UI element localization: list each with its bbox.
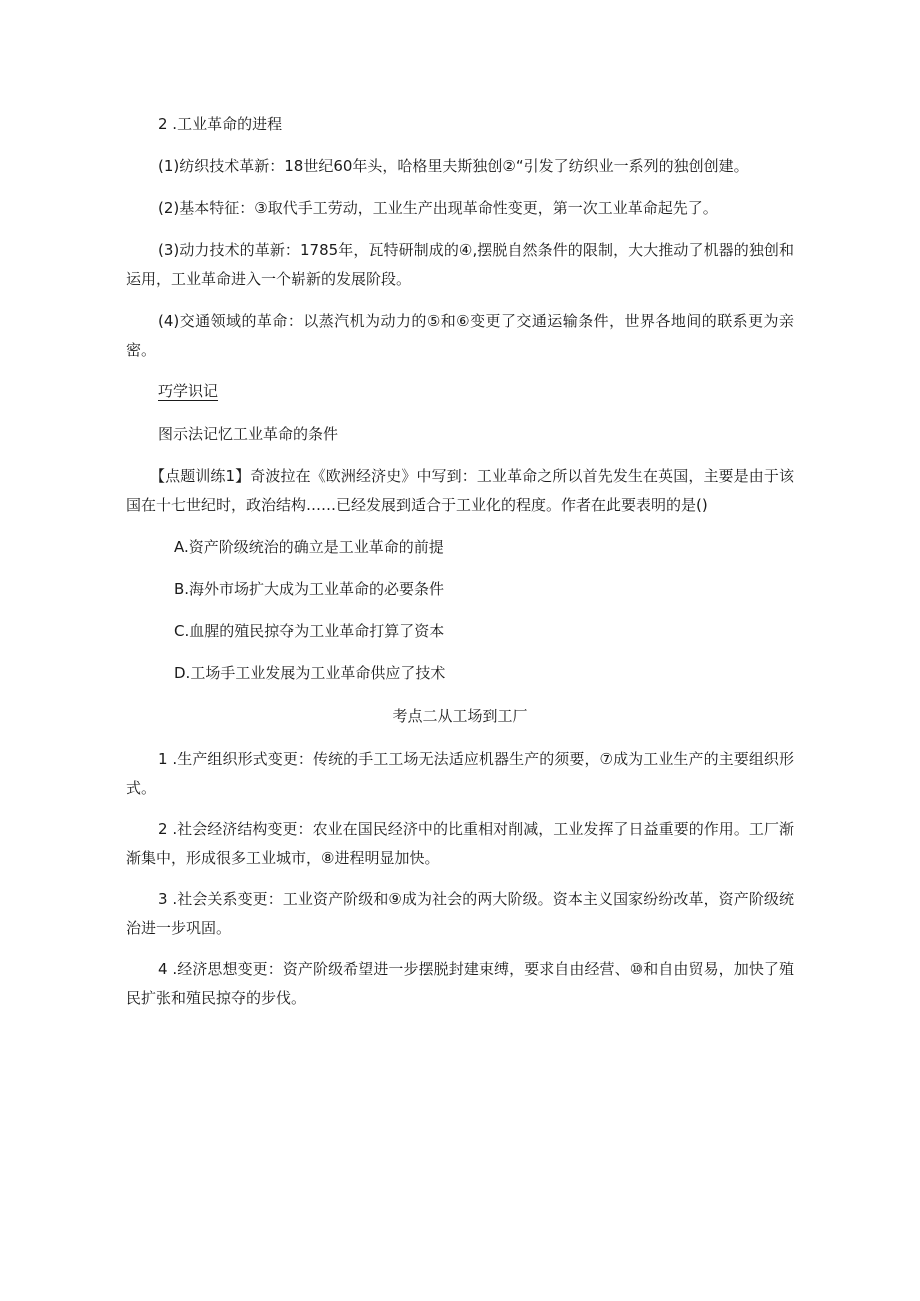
part-two-title: 考点二从工场到工厂 — [392, 707, 528, 725]
memo-heading-wrap — [126, 377, 794, 406]
list-item: (3)动力技术的革新：1785年，瓦特研制成的④,摆脱自然条件的限制，大大推动了机器的独创和运用，工业革命进入一个崭新的发展阶段。 — [126, 241, 794, 288]
section-title: 2 .工业革命的进程 — [158, 115, 283, 133]
list-item: (1)纺织技术革新：18世纪60年头，哈格里夫斯独创②“引发了纺织业一系列的独创创建。 — [158, 157, 749, 175]
option-b: B.海外市场扩大成为工业革命的必要条件 — [174, 580, 445, 598]
memo-text: 图示法记忆工业革命的条件 — [158, 425, 339, 443]
part-two-item: 4 .经济思想变更：资产阶级希望进一步摆脱封建束缚，要求自由经营、⑩和自由贸易，加快了殖民扩张和殖民掠夺的步伐。 — [126, 960, 794, 1007]
list-item: (2)基本特征：③取代手工劳动，工业生产出现革命性变更，第一次工业革命起先了。 — [158, 199, 718, 217]
memo-heading: 巧学识记 — [158, 382, 219, 400]
list-item: (4)交通领域的革命：以蒸汽机为动力的⑤和⑥变更了交通运输条件，世界各地间的联系更为亲密。 — [126, 312, 794, 359]
part-two-item: 2 .社会经济结构变更：农业在国民经济中的比重相对削减，工业发挥了日益重要的作用。工厂渐渐集中，形成很多工业城市，⑧进程明显加快。 — [126, 820, 794, 867]
part-two-item: 3 .社会关系变更：工业资产阶级和⑨成为社会的两大阶级。资本主义国家纷纷改革，资产阶级统治进一步巩固。 — [126, 890, 794, 937]
part-two-item: 1 .生产组织形式变更：传统的手工工场无法适应机器生产的须要，⑦成为工业生产的主要组织形式。 — [126, 750, 794, 797]
option-a: A.资产阶级统治的确立是工业革命的前提 — [174, 538, 444, 556]
exercise-stem: 【点题训练1】奇波拉在《欧洲经济史》中写到：工业革命之所以首先发生在英国，主要是由于该国在十七世纪时，政治结构……已经发展到适合于工业化的程度。作者在此要表明的是() — [126, 467, 794, 514]
option-d: D.工场手工业发展为工业革命供应了技术 — [174, 664, 446, 682]
option-c: C.血腥的殖民掠夺为工业革命打算了资本 — [174, 622, 445, 640]
